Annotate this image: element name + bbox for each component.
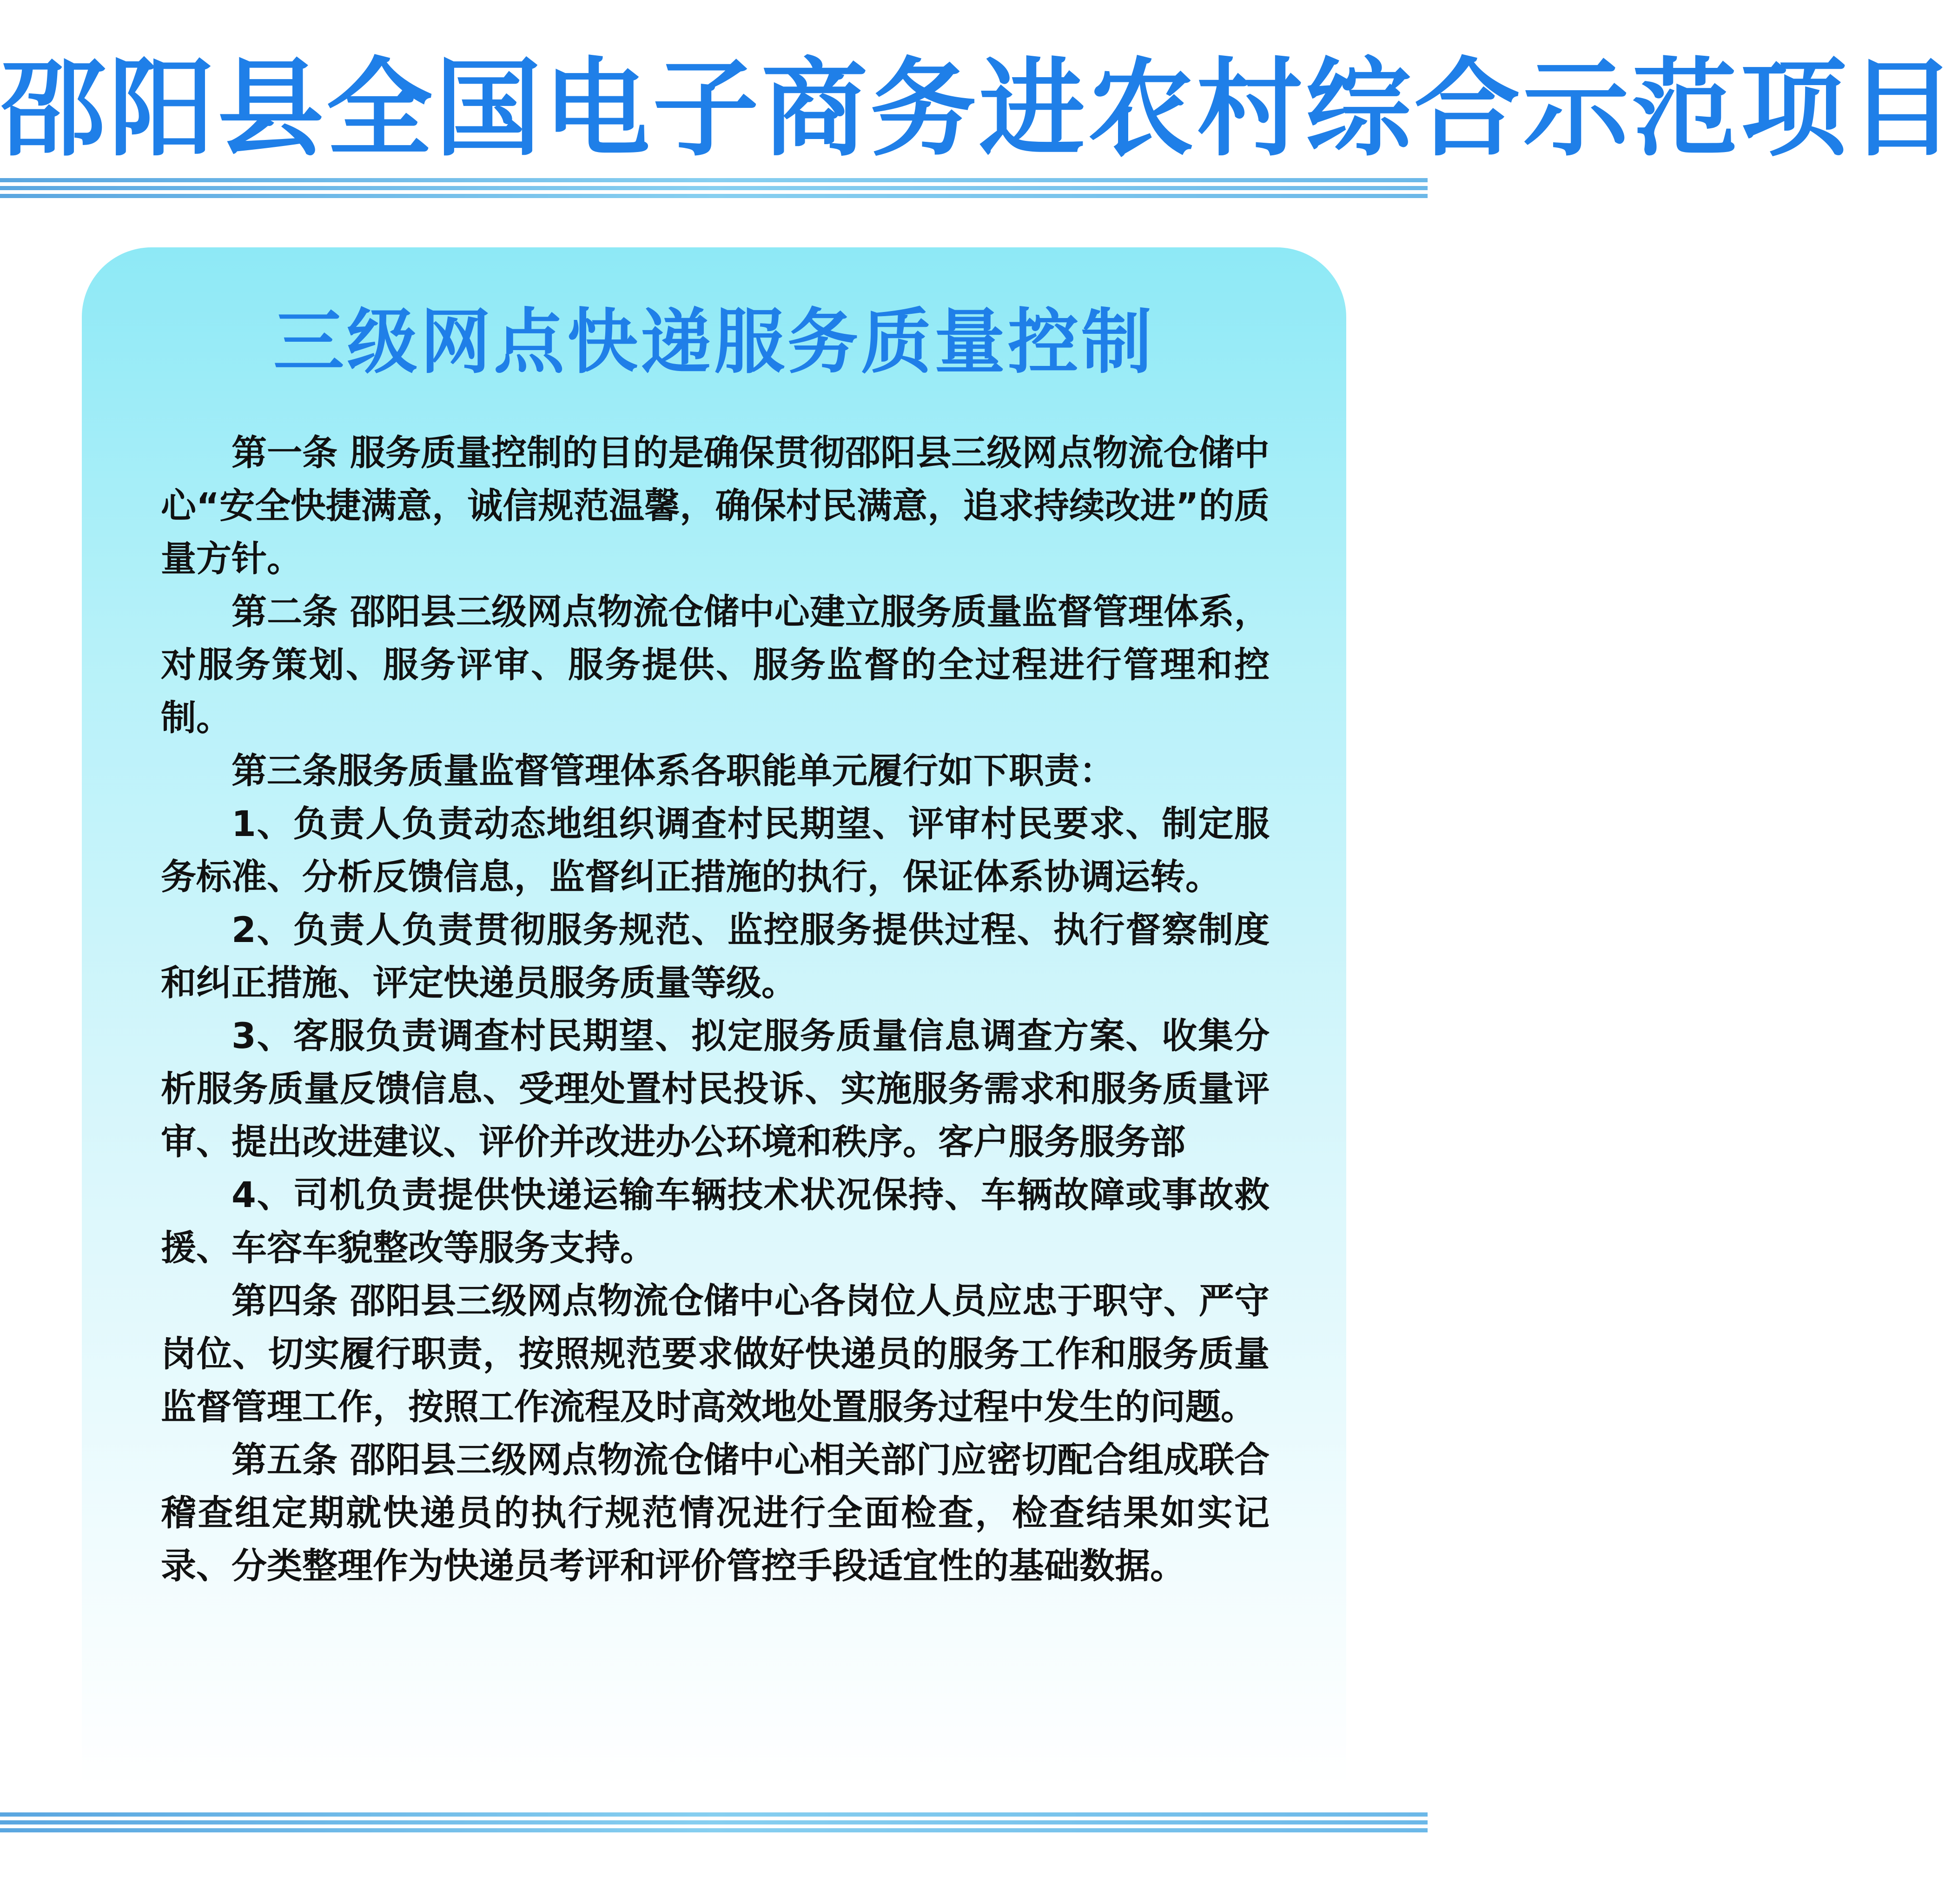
stripe-line bbox=[0, 1828, 1428, 1832]
paragraph-article-1: 第一条 服务质量控制的目的是确保贯彻邵阳县三级网点物流仓储中心“安全快捷满意，诚信规范温馨，确保村民满意，追求持续改进”的质量方针。 bbox=[161, 432, 1270, 579]
stripe-line bbox=[0, 1820, 1428, 1824]
bottom-stripe-divider bbox=[0, 1812, 1428, 1836]
stripe-line bbox=[0, 178, 1428, 182]
panel-title: 三级网点快递服务质量控制 bbox=[273, 301, 1155, 383]
top-stripe-divider bbox=[0, 178, 1428, 202]
stripe-line bbox=[0, 1812, 1428, 1817]
paragraph-duty-1: 1、负责人负责动态地组织调查村民期望、评审村民要求、制定服务标准、分析反馈信息，监督纠正措施的执行，保证体系协调运转。 bbox=[161, 803, 1270, 897]
paragraph-article-4: 第四条 邵阳县三级网点物流仓储中心各岗位人员应忠于职守、严守岗位、切实履行职责，按照规范要求做好快递员的服务工作和服务质量监督管理工作，按照工作流程及时高效地处置服务过程中发生的问题。 bbox=[161, 1280, 1270, 1427]
paragraph-duty-3: 3、客服负责调查村民期望、拟定服务质量信息调查方案、收集分析服务质量反馈信息、受理处置村民投诉、实施服务需求和服务质量评审、提出改进建议、评价并改进办公环境和秩序。客户服务服务部 bbox=[161, 1015, 1270, 1162]
paragraph-article-3: 第三条服务质量监督管理体系各职能单元履行如下职责： bbox=[232, 750, 1115, 791]
paragraph-duty-2: 2、负责人负责贯彻服务规范、监控服务提供过程、执行督察制度和纠正措施、评定快递员服务质量等级。 bbox=[161, 909, 1270, 1003]
main-title: 邵阳县全国电子商务进农村综合示范项目 bbox=[0, 47, 1958, 171]
paragraph-duty-4: 4、司机负责提供快递运输车辆技术状况保持、车辆故障或事故救援、车容车貌整改等服务支持。 bbox=[161, 1174, 1270, 1268]
content-panel bbox=[82, 247, 1346, 1786]
body-text bbox=[161, 426, 1270, 1592]
paragraph-article-5: 第五条 邵阳县三级网点物流仓储中心相关部门应密切配合组成联合稽查组定期就快递员的执行规范情况进行全面检查，检查结果如实记录、分类整理作为快递员考评和评价管控手段适宜性的基础数据。 bbox=[161, 1439, 1270, 1586]
stripe-line bbox=[0, 194, 1428, 198]
paragraph-article-2: 第二条 邵阳县三级网点物流仓储中心建立服务质量监督管理体系，对服务策划、服务评审、服务提供、服务监督的全过程进行管理和控制。 bbox=[161, 591, 1270, 738]
stripe-line bbox=[0, 186, 1428, 190]
